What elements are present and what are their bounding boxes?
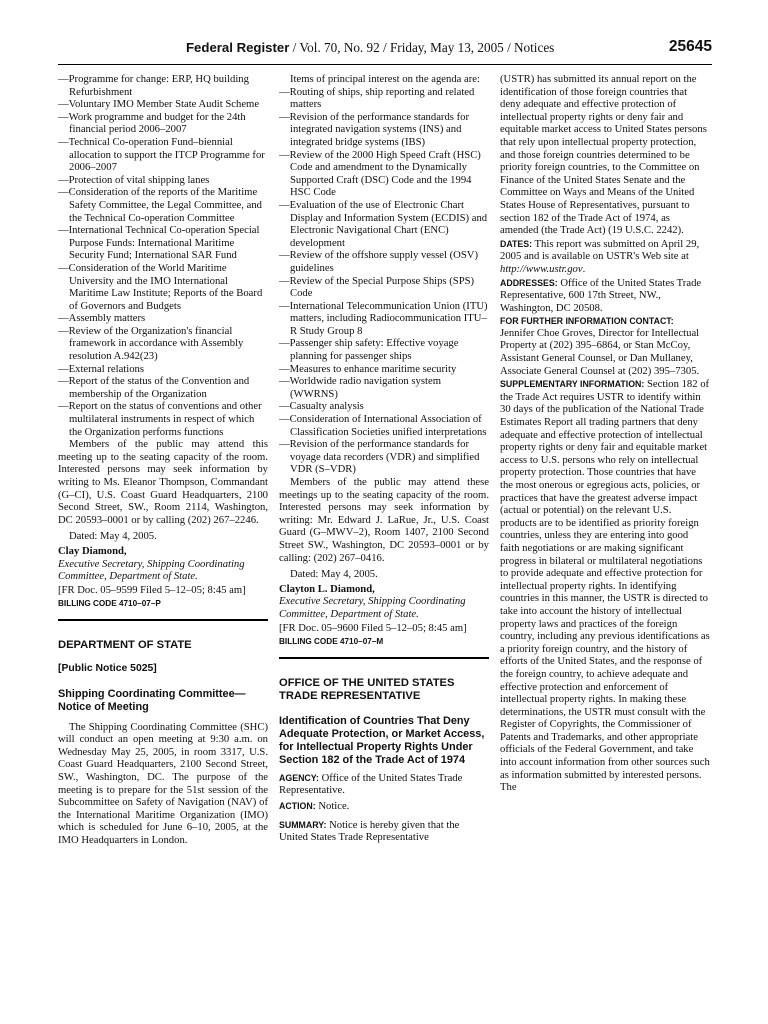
agenda-item: —Routing of ships, ship reporting and related matters <box>279 86 475 111</box>
summary-continuation: (USTR) has submitted its annual report on the identification of those foreign countries that deny adequate and effective protection of intellectual property rights or deny fair and equitable market access to United States persons that rely upon intellectual property protection, and those foreign countries determined to be priority foreign countries, to the Committee on Finance of the United States Senate and the Committee on Ways and Means of the United States House of Representatives, pursuant to section 182 of the Trade Act of 1974, as amended (the Trade Act) (19 U.S.C. 2242). <box>500 74 707 237</box>
agenda-item: —Review of the 2000 High Speed Craft (HSC) Code and amendment to the Dynamically Supported Craft (DSC) Code and the 1994 HSC Code <box>279 149 481 199</box>
fr-doc-line: [FR Doc. 05–9599 Filed 5–12–05; 8:45 am] <box>58 584 246 596</box>
agenda-item: —Work programme and budget for the 24th financial period 2006–2007 <box>58 111 246 136</box>
agenda-intro: Items of principal interest on the agenda are: <box>290 74 480 85</box>
agency-heading: OFFICE OF THE UNITED STATES TRADE REPRESENTATIVE <box>279 676 455 702</box>
column-1 <box>58 74 268 847</box>
agenda-item: —Casualty analysis <box>279 401 364 413</box>
agenda-item: —Programme for change: ERP, HQ building Refurbishment <box>58 74 249 98</box>
notice-title: Shipping Coordinating Committee—Notice of Meeting <box>58 687 246 713</box>
public-notice-number: [Public Notice 5025] <box>58 662 157 674</box>
agenda-item: —Review of the offshore supply vessel (OSV) guidelines <box>279 250 478 274</box>
addresses-value: Office of the United States Trade Representative, 600 17th Street, NW., Washington, DC 20508. <box>500 277 702 314</box>
dated-line: Dated: May 4, 2005. <box>290 569 378 581</box>
signer-title: Executive Secretary, Shipping Coordinating Committee, Department of State. <box>279 596 466 620</box>
meeting-paragraph: The Shipping Coordinating Committee (SHC) will conduct an open meeting at 9:30 a.m. on Wednesday May 25, 2005, in room 3317, U.S. Coast Guard Headquarters, 2100 Second Street, SW., Washington, DC. The purpose of the meeting is to prepare for the 51st session of the Subcommittee on Safety of Navigation (NAV) of the International Maritime Organization (IMO) which is scheduled for June 6–10, 2005, at the IMO Headquarters in London. <box>58 721 268 846</box>
summary-field <box>279 819 489 845</box>
agenda-item: —Worldwide radio navigation system (WWRNS) <box>279 376 441 400</box>
ustr-website-link[interactable]: http://www.ustr.gov <box>500 263 583 275</box>
signer-name: Clayton L. Diamond, <box>279 583 375 595</box>
column-2 <box>279 74 489 845</box>
issue-info: / Vol. 70, No. 92 / Friday, May 13, 2005 / Notices <box>289 40 555 55</box>
journal-name: Federal Register <box>186 40 290 55</box>
agenda-item: —Report on the status of conventions and other multilateral instruments in respect of which the Organization performs functions <box>58 401 262 438</box>
agency-heading: DEPARTMENT OF STATE <box>58 638 192 651</box>
agenda-item: —Measures to enhance maritime security <box>279 363 457 375</box>
agenda-item: —Voluntary IMO Member State Audit Scheme <box>58 99 260 111</box>
supplementary-field <box>500 378 710 795</box>
addresses-field <box>500 277 710 316</box>
agency-label: AGENCY: <box>279 772 319 783</box>
agenda-item: —International Telecommunication Union (ITU) matters, including Radiocommunication ITU–R Study Group 8 <box>279 300 488 337</box>
dates-end: . <box>582 263 586 275</box>
action-field <box>279 800 489 814</box>
summary-label: SUMMARY: <box>279 819 327 830</box>
dates-field <box>500 238 710 277</box>
agenda-item: —External relations <box>58 363 144 375</box>
billing-code: BILLING CODE 4710–07–M <box>279 637 384 647</box>
page-number: 25645 <box>668 38 712 55</box>
section-separator <box>58 619 268 621</box>
agenda-item: —Report of the status of the Convention and membership of the Organization <box>58 376 250 400</box>
agenda-item: —Evaluation of the use of Electronic Chart Display and Information System (ECDIS) and Electronic Navigational Chart (ENC) development <box>279 199 488 249</box>
dates-value: This report was submitted on April 29, 2005 and is available on USTR's Web site at <box>500 238 700 263</box>
agenda-item: —Review of the Special Purpose Ships (SPS) Code <box>279 275 475 300</box>
supplementary-label: SUPPLEMENTARY INFORMATION: <box>500 379 645 390</box>
agenda-item: —Passenger ship safety: Effective voyage planning for passenger ships <box>279 338 459 363</box>
signer-title: Executive Secretary, Shipping Coordinating Committee, Department of State. <box>58 558 245 583</box>
contact-label: FOR FURTHER INFORMATION CONTACT: <box>500 316 674 327</box>
action-value: Notice. <box>315 800 350 812</box>
running-head <box>186 40 554 56</box>
public-attendance-paragraph: Members of the public may attend this meeting up to the seating capacity of the room. Interested persons may seek information by writing to Ms. Eleanor Thompson, Commandant (G–CI), U.S. Coast Guard Headquarters, 2100 Second Street, SW., Room 2114, Washington, DC 20593–0001 or by calling (202) 267–2246. <box>58 439 268 526</box>
page-header <box>58 38 712 62</box>
addresses-label: ADDRESSES: <box>500 277 558 288</box>
action-label: ACTION: <box>279 800 316 811</box>
agency-value: Office of the United States Trade Representative. <box>279 772 463 797</box>
dates-label: DATES: <box>500 238 533 249</box>
agenda-item: —Consideration of International Association of Classification Societies unified interpretations <box>279 414 487 438</box>
contact-value: Jennifer Choe Groves, Director for Intellectual Property at (202) 395–6864, or Stan McCoy, Assistant General Counsel, or Dan Mullaney, Associate General Counsel at (202) 395–7305. <box>500 327 700 377</box>
summary-value: Notice is hereby given that the United States Trade Representative <box>279 819 460 844</box>
agenda-item: —International Technical Co-operation Special Purpose Funds: International Maritime Security Fund; International SAR Fund <box>58 225 260 262</box>
contact-field <box>500 315 710 378</box>
agenda-item: —Review of the Organization's financial framework in accordance with Assembly resolution A.942(23) <box>58 325 244 363</box>
public-attendance-paragraph: Members of the public may attend these meetings up to the seating capacity of the room. Interested persons may seek information by writing: Mr. Edward J. LaRue, Jr., U.S. Coast Guard (G–MWV–2), Room 1407, 2100 Second Street SW., Washington, DC 20593–0001 or by calling: (202) 267–0416. <box>279 477 489 564</box>
billing-code: BILLING CODE 4710–07–P <box>58 599 161 609</box>
agenda-item: —Revision of the performance standards for integrated navigation systems (INS) and integrated bridge systems (IBS) <box>279 111 469 148</box>
agenda-item: —Protection of vital shipping lanes <box>58 174 210 186</box>
agency-field <box>279 772 489 798</box>
signer-name: Clay Diamond, <box>58 545 127 557</box>
agenda-item: —Revision of the performance standards for voyage data recorders (VDR) and simplified VDR (S–VDR) <box>279 439 480 476</box>
header-rule <box>58 64 712 65</box>
section-separator <box>279 657 489 659</box>
agenda-list <box>279 87 489 477</box>
agenda-item: —Technical Co-operation Fund–biennial allocation to support the ITCP Programme for 2006–2007 <box>58 136 265 174</box>
agenda-item: —Assembly matters <box>58 313 146 325</box>
agenda-list <box>58 74 268 439</box>
column-3 <box>500 74 710 795</box>
dated-line: Dated: May 4, 2005. <box>69 531 157 543</box>
notice-title: Identification of Countries That Deny Adequate Protection, or Market Access, for Intellectual Property Rights Under Section 182 of the Trade Act of 1974 <box>279 714 485 766</box>
fr-doc-line: [FR Doc. 05–9600 Filed 5–12–05; 8:45 am] <box>279 622 467 634</box>
supplementary-value: Section 182 of the Trade Act requires USTR to identify within 30 days of the publication of the National Trade Estimates Report all trading partners that deny adequate and effective protection of intellectual property rights or deny fair and equitable market access to U.S. persons who rely on intellectual property protection. Those countries that have the most onerous or egregious acts, policies, or practices that have the greatest adverse impact (actual or potential) on the relevant U.S. products are to be identified as priority foreign countries, unless they are entering into good faith negotiations or are making significant progress in bilateral or multilateral negotiations to provide adequate and effective protection for intellectual property rights. In identifying countries in this manner, the USTR is directed to take into account the history of intellectual property laws and practices of the foreign country, including any previous identifications as a priority foreign country, and the history of efforts of the United States, and the response of the foreign country, to achieve adequate and effective protection and enforcement of intellectual property rights. In making these determinations, the USTR must consult with the Register of Copyrights, the Commissioner of Patents and Trademarks, and other appropriate officials of the Federal Government, and take into account information from other sources such as information submitted by interested persons. The <box>500 379 710 794</box>
agenda-item: —Consideration of the reports of the Maritime Safety Committee, the Legal Committee, and the Technical Co-operation Committee <box>58 187 262 224</box>
agenda-item: —Consideration of the World Maritime University and the IMO International Maritime Law Institute; Reports of the Board of Governors and Budgets <box>58 262 263 312</box>
